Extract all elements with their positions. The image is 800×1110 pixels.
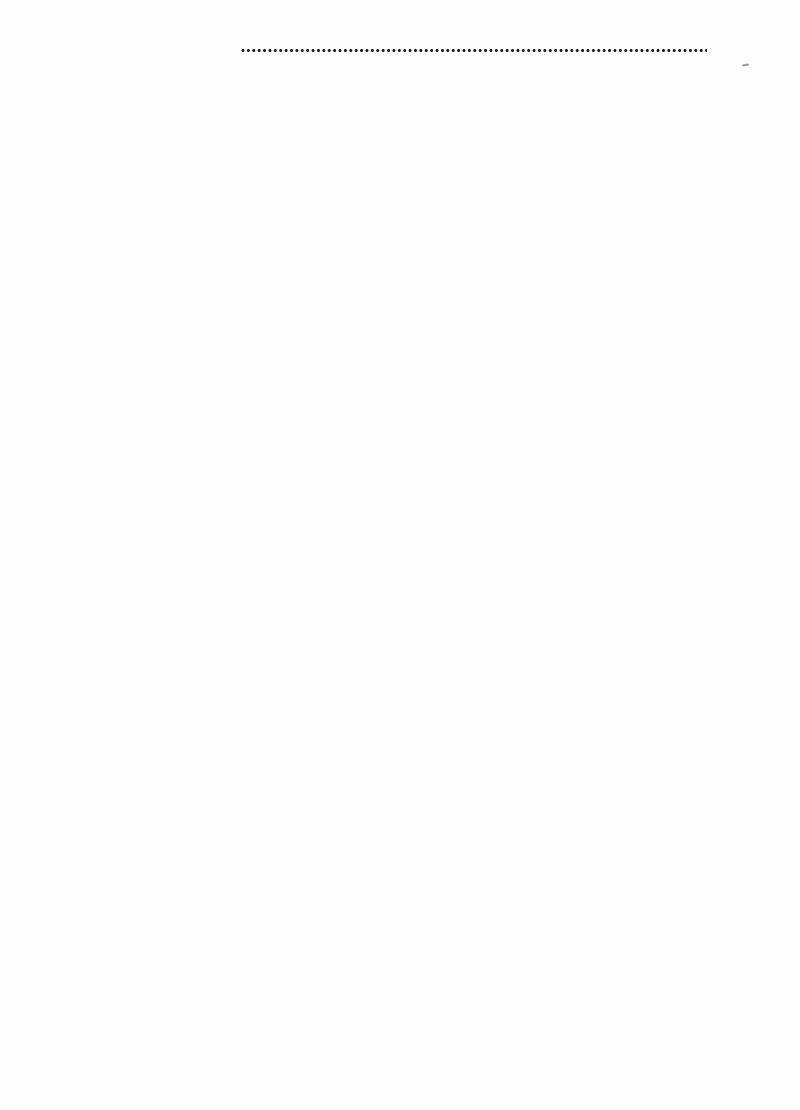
section-title-line2-row xyxy=(237,47,710,58)
section-heading xyxy=(85,47,710,58)
leader-dots xyxy=(241,47,707,54)
table-of-contents xyxy=(0,47,800,67)
